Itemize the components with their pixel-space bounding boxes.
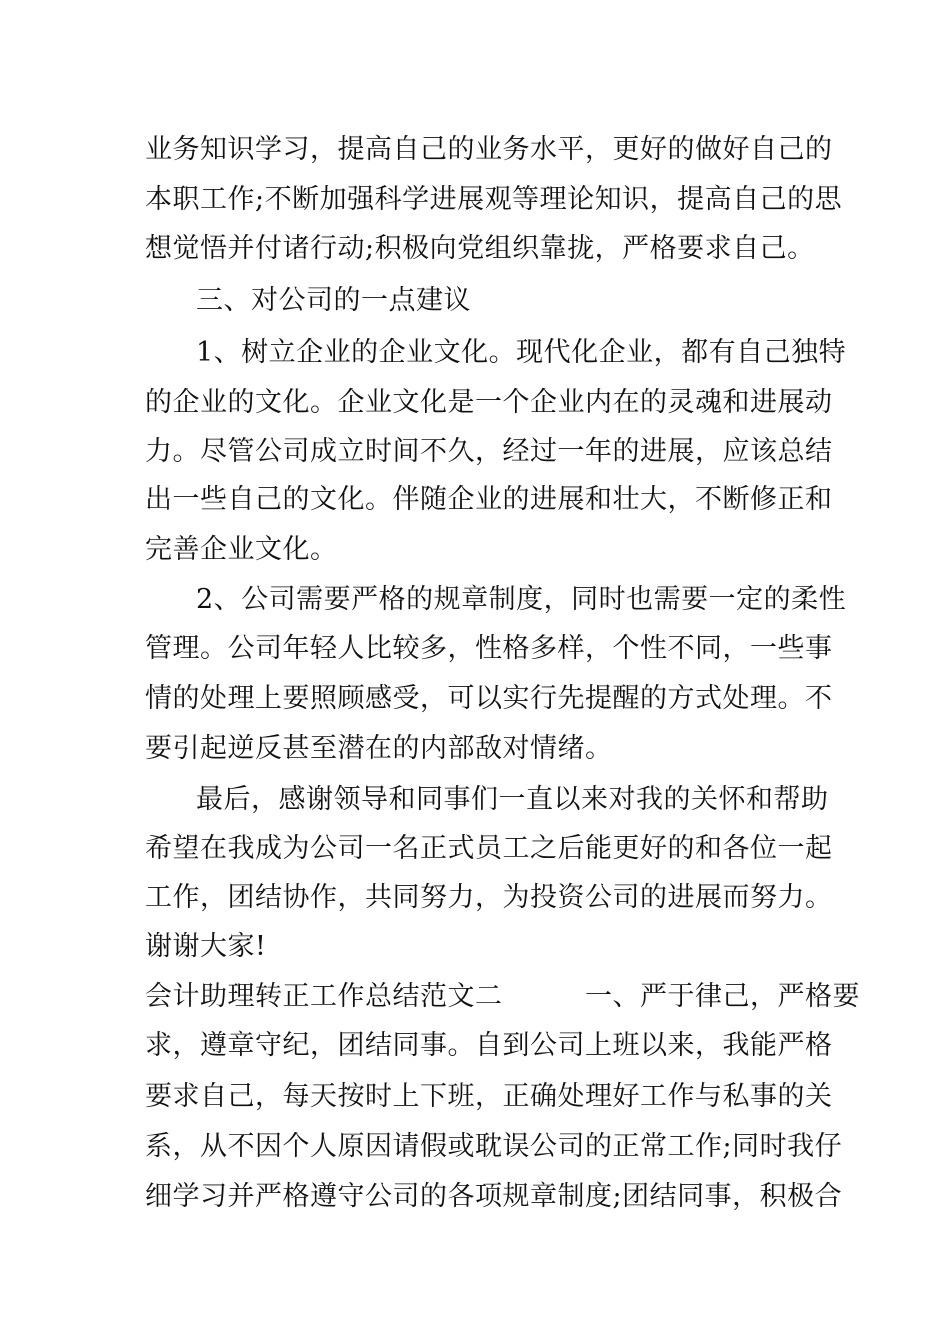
text-line: 想觉悟并付诸行动;积极向党组织靠拢，严格要求自己。: [145, 233, 815, 264]
text-line: 最后，感谢领导和同事们一直以来对我的关怀和帮助: [196, 784, 829, 815]
text-line: 要求自己，每天按时上下班，正确处理好工作与私事的关: [145, 1081, 833, 1112]
text-line: 会计助理转正工作总结范文二 一、严于律己，严格要: [145, 981, 860, 1012]
text-line: 的企业的文化。企业文化是一个企业内在的灵魂和进展动: [145, 387, 833, 418]
text-line: 工作，团结协作，共同努力，为投资公司的进展而努力。: [145, 882, 833, 913]
text-line: 系，从不因个人原因请假或耽误公司的正常工作;同时我仔: [145, 1131, 843, 1162]
text-line: 1、树立企业的企业文化。现代化企业，都有自己独特: [196, 337, 847, 368]
text-line: 希望在我成为公司一名正式员工之后能更好的和各位一起: [145, 833, 833, 864]
text-line: 2、公司需要严格的规章制度，同时也需要一定的柔性: [196, 584, 847, 615]
text-line: 求，遵章守纪，团结同事。自到公司上班以来，我能严格: [145, 1030, 833, 1061]
section-heading: 三、对公司的一点建议: [196, 285, 471, 316]
text-line: 力。尽管公司成立时间不久，经过一年的进展，应该总结: [145, 436, 833, 467]
text-line: 本职工作;不断加强科学进展观等理论知识，提高自己的思: [145, 184, 843, 215]
text-line: 细学习并严格遵守公司的各项规章制度;团结同事，积极合: [145, 1181, 843, 1212]
text-line: 要引起逆反甚至潜在的内部敌对情绪。: [145, 733, 613, 764]
text-line: 情的处理上要照顾感受，可以实行先提醒的方式处理。不: [145, 683, 833, 714]
text-line: 业务知识学习，提高自己的业务水平，更好的做好自己的: [145, 134, 833, 165]
text-line: 完善企业文化。: [145, 534, 338, 565]
text-line: 管理。公司年轻人比较多，性格多样，个性不同，一些事: [145, 633, 833, 664]
text-line: 谢谢大家!: [145, 931, 267, 962]
text-line: 出一些自己的文化。伴随企业的进展和壮大，不断修正和: [145, 484, 833, 515]
